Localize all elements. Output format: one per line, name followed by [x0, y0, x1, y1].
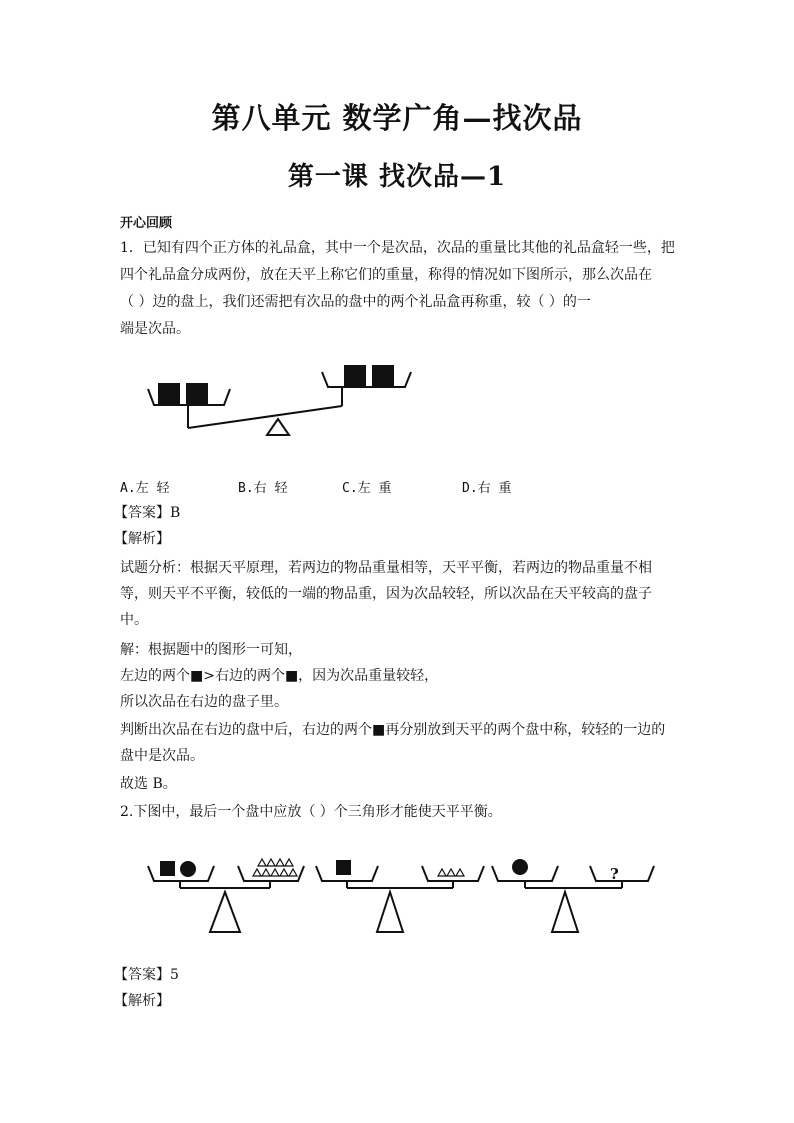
- q1-analysis-line-4: 解：根据题中的图形一可知，: [120, 642, 302, 658]
- q2-circle-1: [180, 861, 196, 877]
- q2-triangles-2: [438, 869, 464, 876]
- q2-question: 2.下图中，最后一个盘中应放（ ）个三角形才能使天平平衡。: [120, 804, 502, 820]
- q2-circle-3: [512, 859, 528, 875]
- q1-analysis-line-2: 等，则天平不平衡，较低的一端的物品重，因为次品较轻，所以次品在天平较高的盘子: [120, 586, 652, 602]
- q1-option-d: D.右 重: [462, 481, 512, 496]
- q2-question-mark: ?: [610, 865, 619, 883]
- q2-scales-figure: [140, 850, 660, 940]
- q1-analysis-line-9: 故选 B。: [120, 776, 177, 792]
- q1-option-c: C.左 重: [342, 481, 392, 496]
- q1-analysis-line-1: 试题分析：根据天平原理，若两边的物品重量相等，天平平衡，若两边的物品重量不相: [120, 560, 652, 576]
- q1-analysis-line-3: 中。: [120, 612, 148, 628]
- q1-answer: 【答案】B: [114, 505, 181, 521]
- q1-line-4: 端是次品。: [120, 321, 190, 337]
- section-heading: 开心回顾: [120, 216, 173, 231]
- lesson-title: 第一课 找次品—1: [287, 162, 507, 192]
- page-title: 第八单元 数学广角—找次品: [211, 101, 583, 135]
- q1-line-2: 四个礼品盒分成两份，放在天平上称它们的重量，称得的情况如下图所示，那么次品在: [120, 267, 652, 283]
- q1-option-a: A.左 轻: [120, 481, 170, 496]
- q1-line-1: 1．已知有四个正方体的礼品盒，其中一个是次品，次品的重量比其他的礼品盒轻一些，把: [120, 240, 675, 256]
- q2-triangles-1: [253, 859, 297, 876]
- q1-analysis-line-5: 左边的两个■>右边的两个■，因为次品重量较轻，: [120, 668, 439, 684]
- q1-option-b: B.右 轻: [238, 481, 288, 496]
- q2-answer: 【答案】5: [114, 967, 179, 983]
- q1-scale-figure: [140, 360, 430, 440]
- q1-analysis-line-8: 盘中是次品。: [120, 748, 204, 764]
- q1-box-left-1: [158, 383, 180, 404]
- q1-box-left-2: [186, 383, 208, 404]
- q2-square-1: [160, 861, 175, 876]
- q2-analysis-label: 【解析】: [114, 993, 170, 1009]
- q1-box-right-1: [344, 365, 366, 386]
- q2-square-2: [336, 860, 351, 875]
- q1-analysis-line-6: 所以次品在右边的盘子里。: [120, 694, 288, 710]
- q2-scale-3: [492, 866, 654, 932]
- q1-analysis-label: 【解析】: [114, 531, 170, 547]
- q1-analysis-line-7: 判断出次品在右边的盘中后，右边的两个■再分别放到天平的两个盘中称，较轻的一边的: [120, 722, 666, 738]
- q1-line-3: （ ）边的盘上，我们还需把有次品的盘中的两个礼品盒再称重，较（ ）的一: [120, 294, 591, 310]
- q1-box-right-2: [372, 365, 394, 386]
